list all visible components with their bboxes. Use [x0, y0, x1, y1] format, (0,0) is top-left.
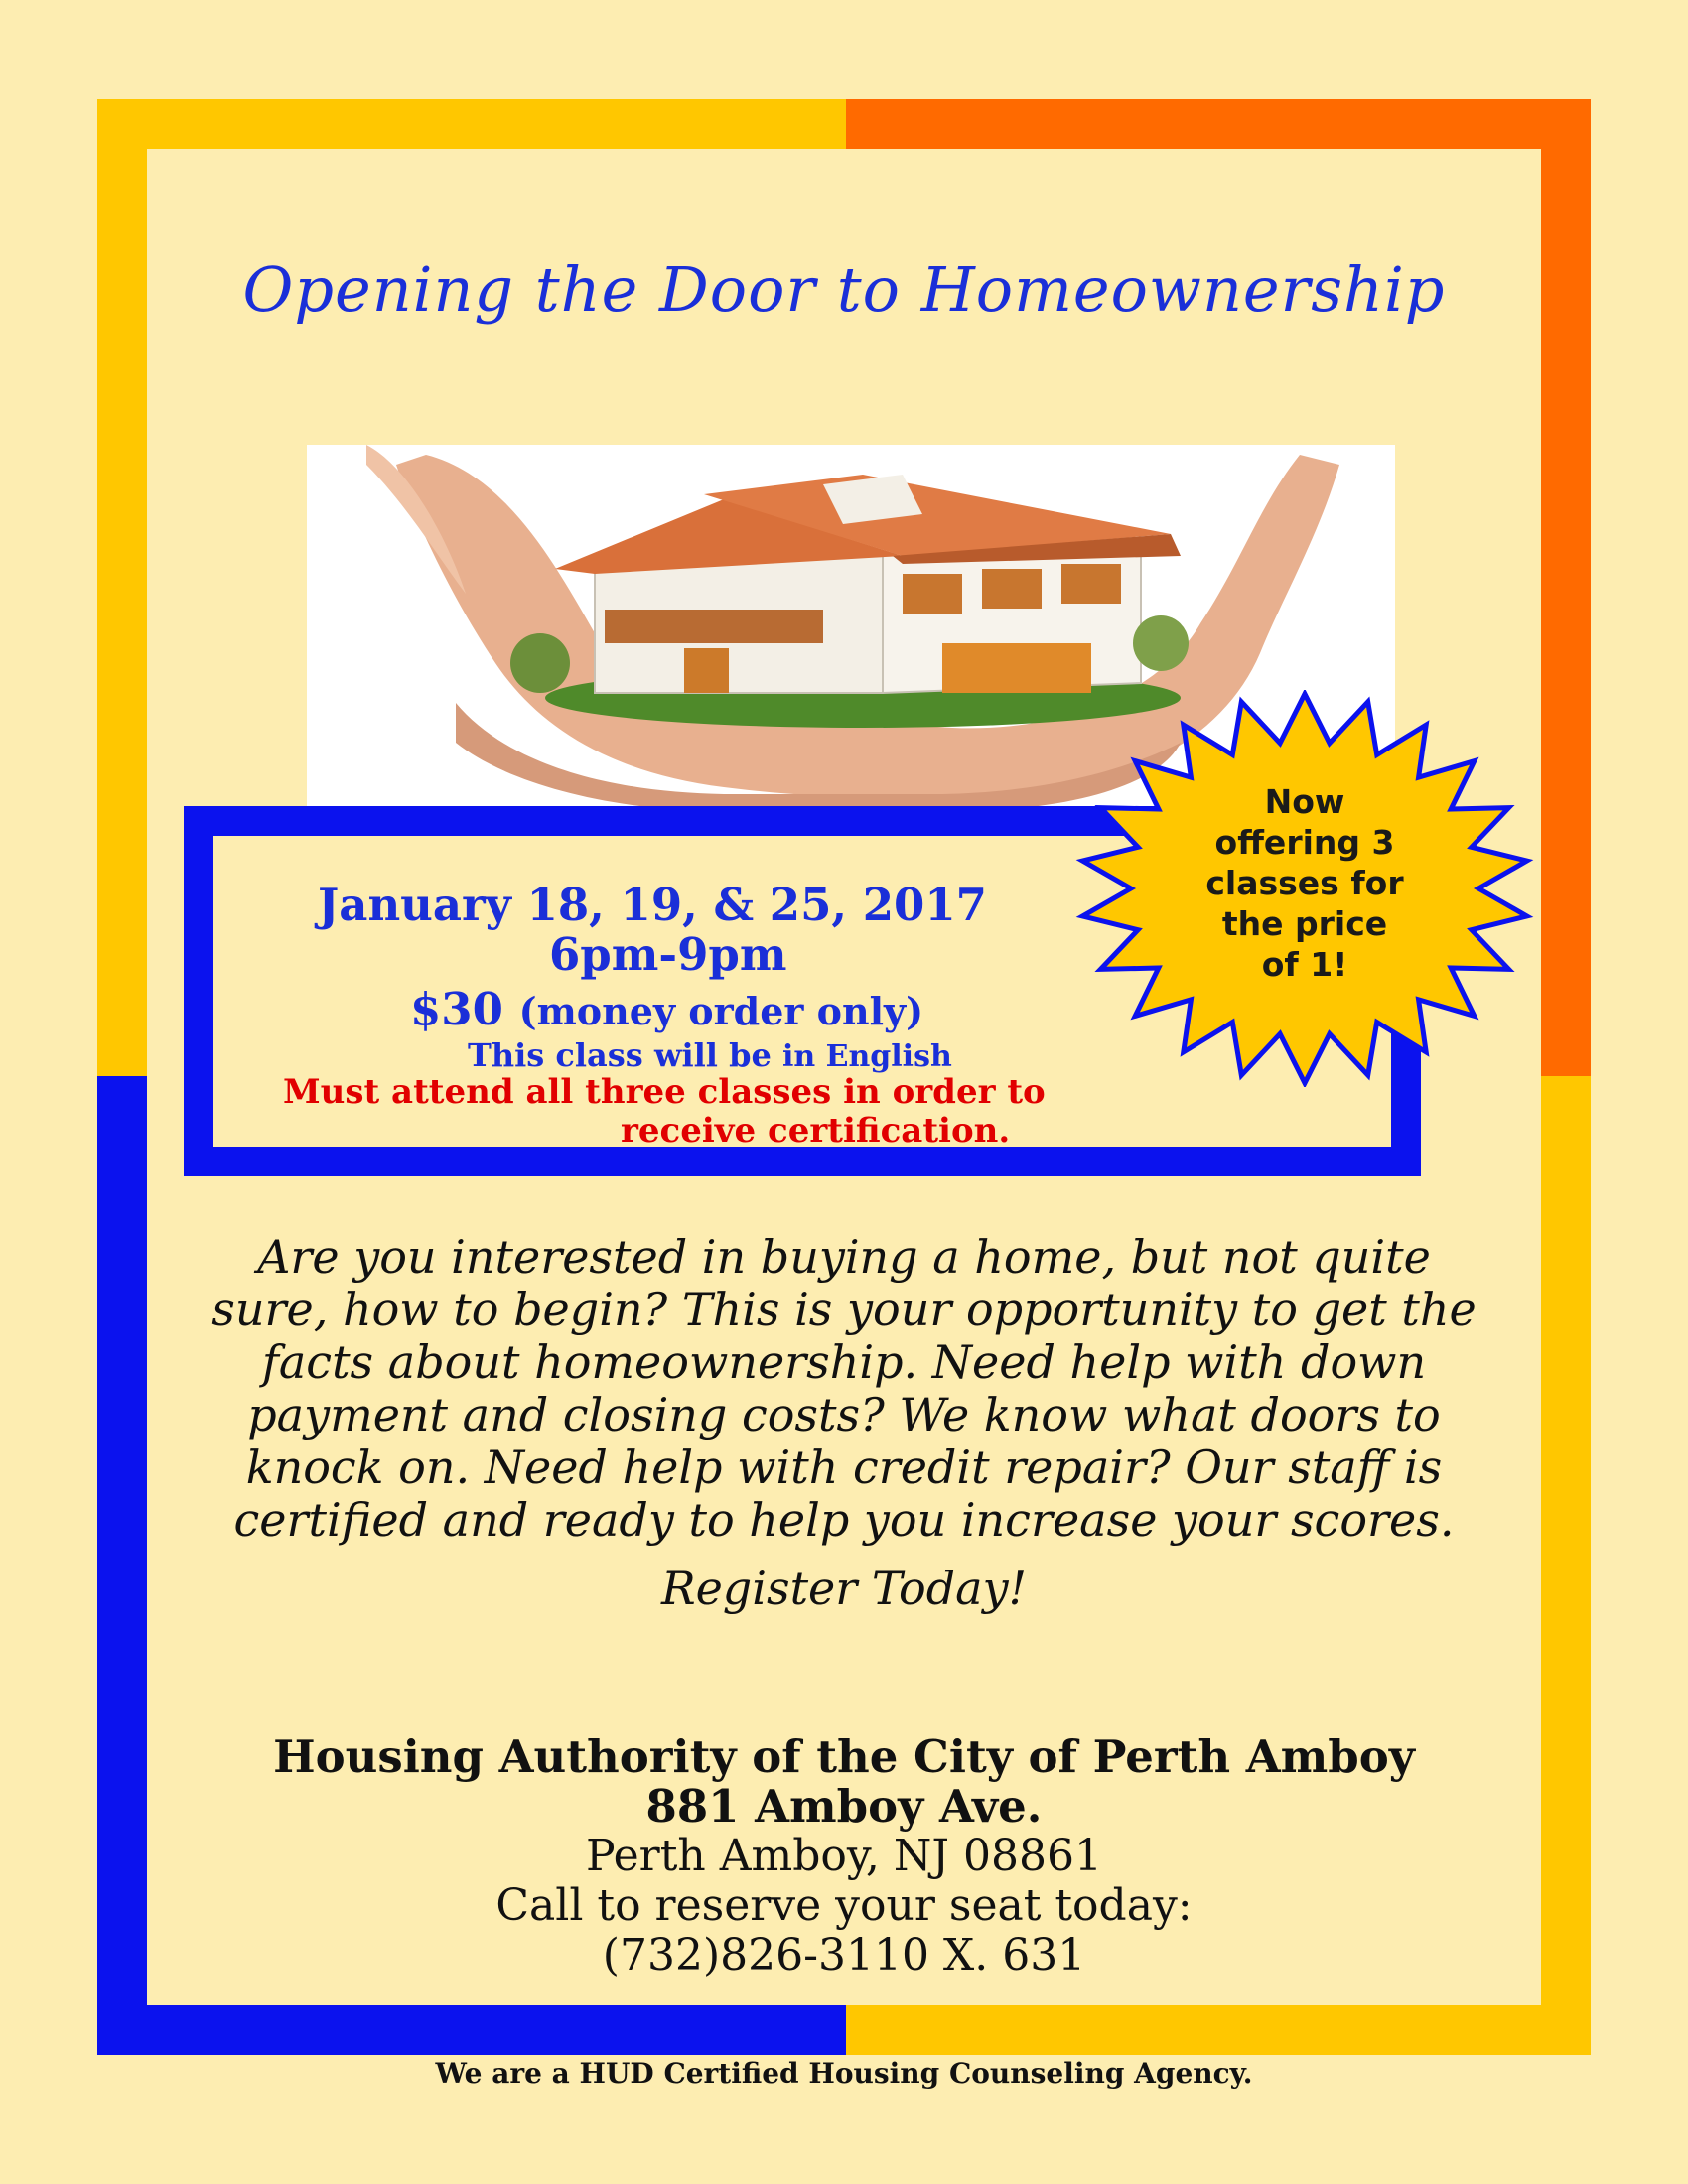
organization-name: Housing Authority of the City of Perth Amboy	[273, 1730, 1415, 1783]
street-address: 881 Amboy Ave.	[645, 1780, 1043, 1833]
promo-starburst	[1075, 690, 1534, 1087]
class-language	[468, 1036, 952, 1074]
language-prefix: This class will be	[468, 1036, 772, 1074]
description-paragraph	[147, 1231, 1541, 1547]
frame-bottom-left	[97, 2005, 846, 2055]
class-time: 6pm-9pm	[549, 928, 787, 981]
language-value: in English	[781, 1039, 952, 1074]
frame-left-lower	[97, 1076, 147, 2055]
promo-line: Now	[1264, 782, 1345, 821]
hud-footer: We are a HUD Certified Housing Counseling Agency.	[435, 2057, 1253, 2090]
class-dates: January 18, 19, & 25, 2017	[318, 879, 987, 931]
city-state-zip: Perth Amboy, NJ 08861	[586, 1831, 1102, 1881]
promo-line: offering 3	[1214, 823, 1395, 862]
frame-top-right	[846, 99, 1591, 149]
promo-line: of 1!	[1261, 945, 1348, 984]
description-line: payment and closing costs? We know what doors to	[247, 1388, 1441, 1441]
requirement-line-2: receive certification.	[621, 1111, 1011, 1151]
description-line: facts about homeownership. Need help with down	[261, 1335, 1427, 1389]
frame-top-left	[97, 99, 846, 149]
reserve-cta: Call to reserve your seat today:	[495, 1880, 1193, 1931]
register-call-to-action: Register Today!	[660, 1562, 1028, 1615]
description-line: sure, how to begin? This is your opportunity to get the	[211, 1283, 1477, 1336]
flyer-title: Opening the Door to Homeownership	[242, 253, 1446, 326]
class-price	[410, 983, 923, 1035]
promo-line: classes for	[1205, 864, 1404, 902]
price-note: (money order only)	[518, 989, 924, 1033]
frame-right-upper	[1541, 99, 1591, 1076]
price-amount: $30	[410, 983, 503, 1035]
description-line: Are you interested in buying a home, but not quite	[257, 1230, 1431, 1284]
description-line: knock on. Need help with credit repair? Our staff is	[245, 1440, 1443, 1494]
frame-right-lower	[1541, 1076, 1591, 2055]
requirement-line-1: Must attend all three classes in order to	[283, 1072, 1046, 1112]
promo-line: the price	[1221, 904, 1388, 943]
phone-number: (732)826-3110 X. 631	[602, 1930, 1086, 1980]
description-line: certified and ready to help you increase your scores.	[233, 1493, 1455, 1547]
promo-text	[1175, 781, 1435, 985]
frame-left-upper	[97, 99, 147, 1076]
frame-bottom-right	[846, 2005, 1591, 2055]
contact-block	[147, 1732, 1541, 1980]
